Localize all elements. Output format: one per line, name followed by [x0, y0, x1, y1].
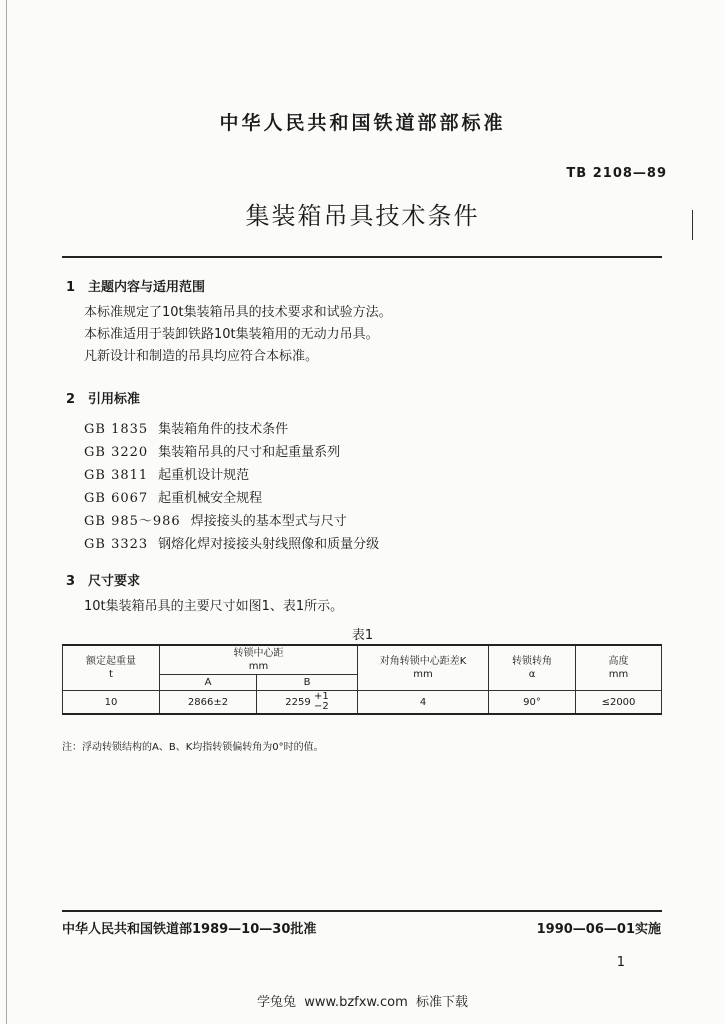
reference-item: [84, 487, 262, 506]
reference-item: [84, 510, 347, 529]
header-unit: mm: [608, 669, 629, 680]
approval-text: 中华人民共和国铁道部1989—10—30批准: [62, 922, 317, 937]
reference-item: [84, 441, 340, 460]
cell-rotation-angle: 90°: [489, 691, 576, 715]
header-center-distance: [160, 645, 358, 675]
section-1-heading: [66, 276, 205, 295]
reference-name: 钢熔化焊对接接头射线照像和质量分级: [158, 537, 380, 552]
table-header-row: [63, 645, 662, 675]
cell-b: [257, 691, 358, 715]
top-rule: [62, 256, 662, 258]
b-tolerance-upper: +1: [313, 691, 329, 702]
header-unit: mm: [248, 661, 269, 672]
reference-name: 起重机械安全规程: [158, 491, 263, 506]
b-base-value: 2259: [285, 697, 311, 708]
header-label: 转锁中心距: [233, 648, 284, 659]
bottom-rule: [62, 910, 662, 912]
header-label: 额定起重量: [86, 656, 136, 667]
cell-diagonal-difference: 4: [358, 691, 489, 715]
section-number: 2: [66, 392, 76, 407]
reference-name: 集装箱角件的技术条件: [158, 422, 289, 437]
header-height: [576, 645, 662, 691]
table-note: 注：浮动转锁结构的A、B、K均指转锁偏转角为0°时的值。: [62, 742, 324, 753]
cell-height: ≤2000: [576, 691, 662, 715]
section-title: 引用标准: [88, 392, 141, 407]
reference-code: GB 6067: [84, 491, 149, 506]
section-1-para-2: 本标准适用于装卸铁路10t集装箱用的无动力吊具。: [84, 327, 379, 342]
standard-code: TB 2108—89: [566, 166, 667, 181]
reference-item: [84, 533, 379, 552]
section-2-heading: [66, 388, 140, 407]
header-unit: mm: [413, 669, 433, 680]
header-diagonal-difference: [358, 645, 489, 691]
section-1-para-1: 本标准规定了10t集装箱吊具的技术要求和试验方法。: [84, 305, 392, 320]
table-caption: 表1: [351, 628, 374, 643]
header-col-b: B: [257, 675, 358, 691]
header-unit: α: [528, 669, 536, 680]
section-title: 尺寸要求: [88, 574, 141, 589]
section-1-para-3: 凡新设计和制造的吊具均应符合本标准。: [84, 349, 319, 364]
header-unit: t: [109, 669, 113, 680]
cell-rated-load: 10: [63, 691, 160, 715]
reference-code: GB 3323: [84, 537, 149, 552]
section-title: 主题内容与适用范围: [88, 280, 206, 295]
header-rotation-angle: [489, 645, 576, 691]
reference-code: GB 3811: [84, 468, 149, 483]
section-3-para-1: 10t集装箱吊具的主要尺寸如图1、表1所示。: [84, 599, 344, 614]
header-rated-load: [63, 645, 160, 691]
header-label: 转锁转角: [512, 656, 552, 667]
dimensions-table: [62, 644, 662, 715]
reference-name: 起重机设计规范: [158, 468, 250, 483]
header-org-standard: 中华人民共和国铁道部部标准: [219, 112, 506, 134]
reference-code: GB 985～986: [84, 514, 181, 529]
reference-code: GB 1835: [84, 422, 149, 437]
reference-code: GB 3220: [84, 445, 149, 460]
reference-item: [84, 464, 249, 483]
b-tolerance-lower: −2: [313, 701, 329, 712]
page-number: 1: [616, 955, 625, 970]
section-3-heading: [66, 570, 140, 589]
cell-a: 2866±2: [160, 691, 257, 715]
header-label: 高度: [608, 656, 629, 667]
document-title: 集装箱吊具技术条件: [245, 202, 480, 230]
b-tolerance: [314, 692, 329, 712]
reference-item: [84, 418, 288, 437]
reference-name: 集装箱吊具的尺寸和起重量系列: [158, 445, 341, 460]
site-watermark: 学兔兔 www.bzfxw.com 标准下载: [256, 995, 469, 1010]
reference-name: 焊接接头的基本型式与尺寸: [190, 514, 347, 529]
header-col-a: A: [160, 675, 257, 691]
table-row: [63, 691, 662, 715]
effective-date: 1990—06—01实施: [536, 922, 661, 937]
header-label: 对角转锁中心距差K: [379, 656, 467, 667]
section-number: 3: [66, 574, 76, 589]
scan-edge-left: [6, 0, 7, 1024]
section-number: 1: [66, 280, 76, 295]
